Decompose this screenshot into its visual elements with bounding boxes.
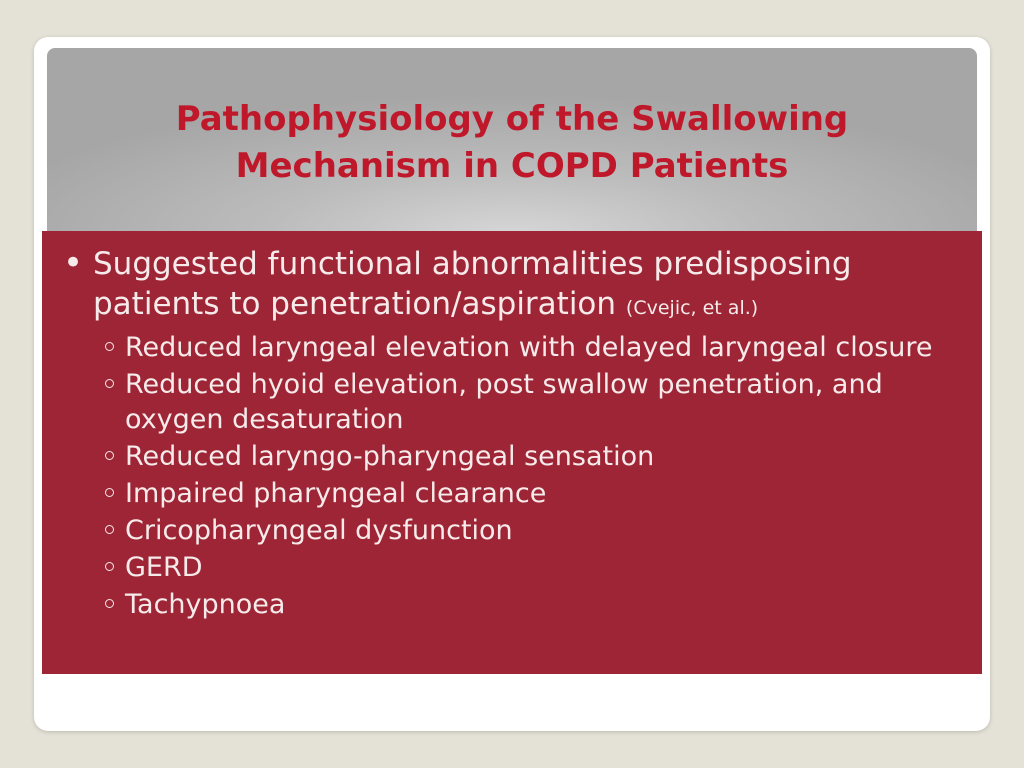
sub-bullet-item <box>42 330 972 365</box>
sub-bullet-text: Reduced laryngo-pharyngeal sensation <box>125 441 655 472</box>
hollow-circle-bullet-icon <box>105 342 114 351</box>
sub-bullet-text: Cricopharyngeal dysfunction <box>125 515 513 546</box>
main-bullet <box>42 244 972 328</box>
hollow-circle-bullet-icon <box>105 488 114 497</box>
sub-bullet-item <box>42 439 972 474</box>
hollow-circle-bullet-icon <box>105 451 114 460</box>
sub-bullet-item <box>42 367 972 437</box>
sub-bullet-item <box>42 550 972 585</box>
sub-bullet-text: Tachypnoea <box>125 589 286 620</box>
hollow-circle-bullet-icon <box>105 525 114 534</box>
slide-title-line-2: Mechanism in COPD Patients <box>235 146 789 186</box>
main-bullet-text: Suggested functional abnormalities predisposing patients to penetration/aspiration <box>93 246 852 322</box>
citation: (Cvejic, et al.) <box>625 297 759 319</box>
hollow-circle-bullet-icon <box>105 599 114 608</box>
sub-bullet-text: GERD <box>125 552 203 583</box>
bullet-list <box>42 244 972 624</box>
sub-bullet-text: Reduced laryngeal elevation with delayed laryngeal closure <box>125 332 933 363</box>
sub-bullet-item <box>42 476 972 511</box>
sub-bullet-text: Reduced hyoid elevation, post swallow penetration, and oxygen desaturation <box>125 369 883 435</box>
slide-title <box>47 96 977 190</box>
sub-bullet-item <box>42 513 972 548</box>
sub-bullet-item <box>42 587 972 622</box>
filled-dot-bullet-icon: • <box>63 243 84 283</box>
sub-bullet-list <box>42 330 972 622</box>
slide-title-line-1: Pathophysiology of the Swallowing <box>175 99 849 139</box>
hollow-circle-bullet-icon <box>105 379 114 388</box>
hollow-circle-bullet-icon <box>105 562 114 571</box>
sub-bullet-text: Impaired pharyngeal clearance <box>125 478 547 509</box>
